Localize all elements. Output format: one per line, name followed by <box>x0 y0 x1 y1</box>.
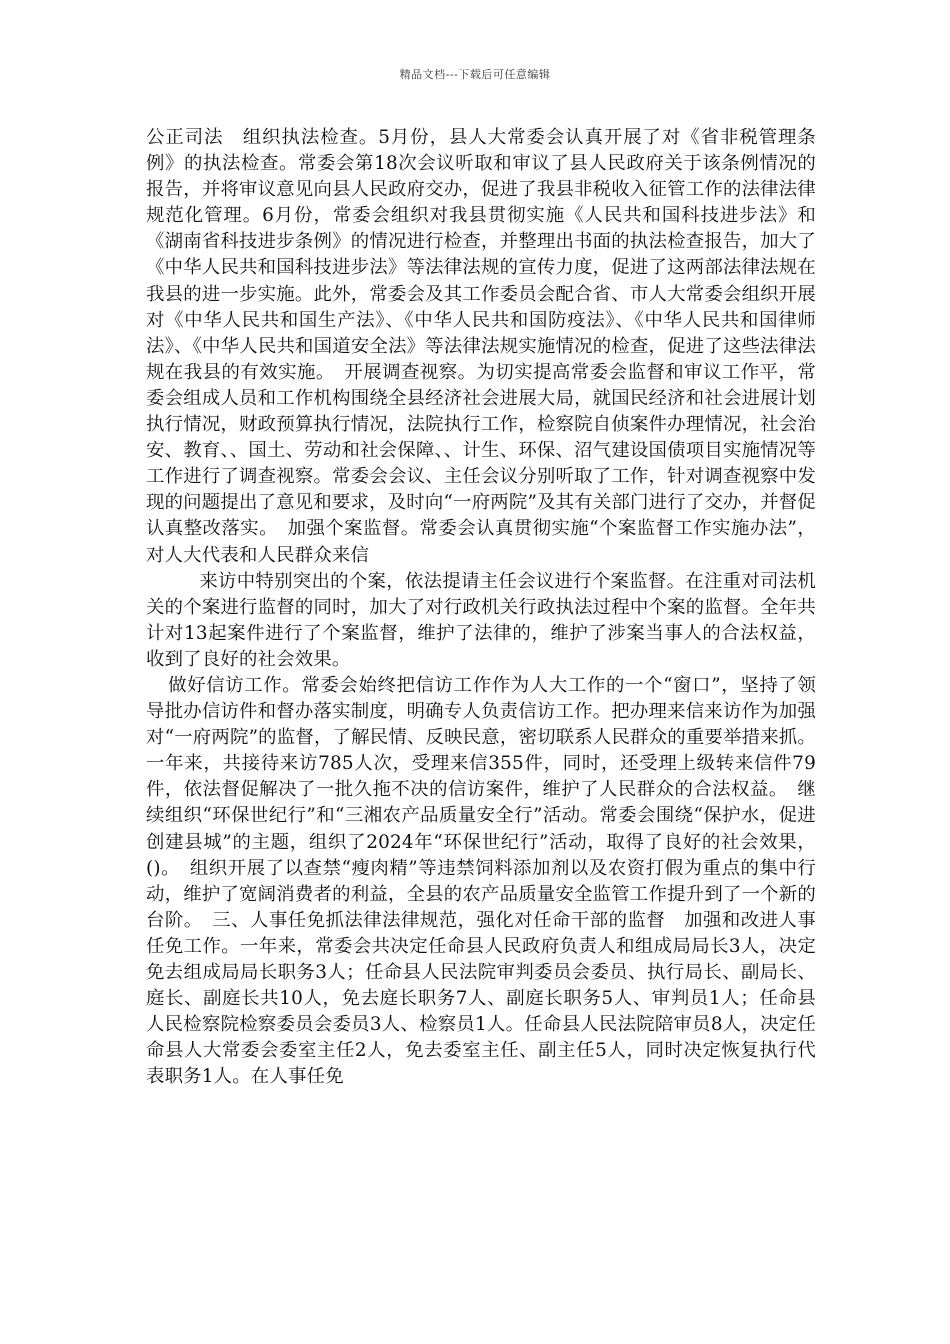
paragraph-3: 做好信访工作。常委会始终把信访工作作为人大工作的一个“窗口”，坚持了领导批办信访件和督办落实制度，明确专人负责信访工作。把办理来信来访作为加强对“一府两院”的监督，了解民情、反映民意，密切联系人民群众的重要举措来抓。一年来，共接待来访785人次，受理来信355件，同时，还受理上级转来信件79件，依法督促解决了一批久拖不决的信访案件，维护了人民群众的合法权益。 继续组织“环保世纪行”和“三湘农产品质量安全行”活动。常委会围绕“保护水，促进创建县城”的主题，组织了2024年“环保世纪行”活动，取得了良好的社会效果，()。 组织开展了以查禁“瘦肉精”等违禁饲料添加剂以及农资打假为重点的集中行动，维护了宽阔消费者的利益，全县的农产品质量安全监管工作提升到了一个新的台阶。 三、人事任免抓法律法律规范，强化对任命干部的监督 加强和改进人事任免工作。一年来，常委会共决定任命县人民政府负责人和组成局局长3人，决定免去组成局局长职务3人；任命县人民法院审判委员会委员、执行局长、副局长、庭长、副庭长共10人，免去庭长职务7人、副庭长职务5人、审判员1人；任命县人民检察院检察委员会委员3人、检察员1人。任命县人民法院陪审员8人，决定任命县人大常委会委室主任2人，免去委室主任、副主任5人，同时决定恢复执行代表职务1人。在人事任免 <box>146 674 816 1088</box>
paragraph-1: 公正司法 组织执法检查。5月份，县人大常委会认真开展了对《省非税管理条例》的执法检查。常委会第18次会议听取和审议了县人民政府关于该条例情况的报告，并将审议意见向县人民政府交办，促进了我县非税收入征管工作的法律法律规范化管理。6月份，常委会组织对我县贯彻实施《人民共和国科技进步法》和《湖南省科技进步条例》的情况进行检查，并整理出书面的执法检查报告，加大了《中华人民共和国科技进步法》等法律法规的宣传力度，促进了这两部法律法规在我县的进一步实施。此外，常委会及其工作委员会配合省、市人大常委会组织开展对《中华人民共和国生产法》、《中华人民共和国防疫法》、《中华人民共和国律师法》、《中华人民共和国道安全法》等法律法规实施情况的检查，促进了这些法律法规在我县的有效实施。 开展调查视察。为切实提高常委会监督和审议工作平，常委会组成人员和工作机构围绕全县经济社会进展大局，就国民经济和社会进展计划执行情况，财政预算执行情况，法院执行工作，检察院自侦案件办理情况，社会治安、教育、、国土、劳动和社会保障、、计生、环保、沼气建设国债项目实施情况等工作进行了调查视察。常委会会议、主任会议分别听取了工作，针对调查视察中发现的问题提出了意见和要求，及时向“一府两院”及其有关部门进行了交办，并督促认真整改落实。 加强个案监督。常委会认真贯彻实施“个案监督工作实施办法”，对人大代表和人民群众来信 <box>146 127 816 566</box>
paragraph-2: 来访中特别突出的个案，依法提请主任会议进行个案监督。在注重对司法机关的个案进行监督的同时，加大了对行政机关行政执法过程中个案的监督。全年共计对13起案件进行了个案监督，维护了法律的，维护了涉案当事人的合法权益，收到了良好的社会效果。 <box>146 570 816 670</box>
page-header: 精品文档---下载后可任意编辑 <box>399 68 551 81</box>
document-body <box>146 125 816 1090</box>
